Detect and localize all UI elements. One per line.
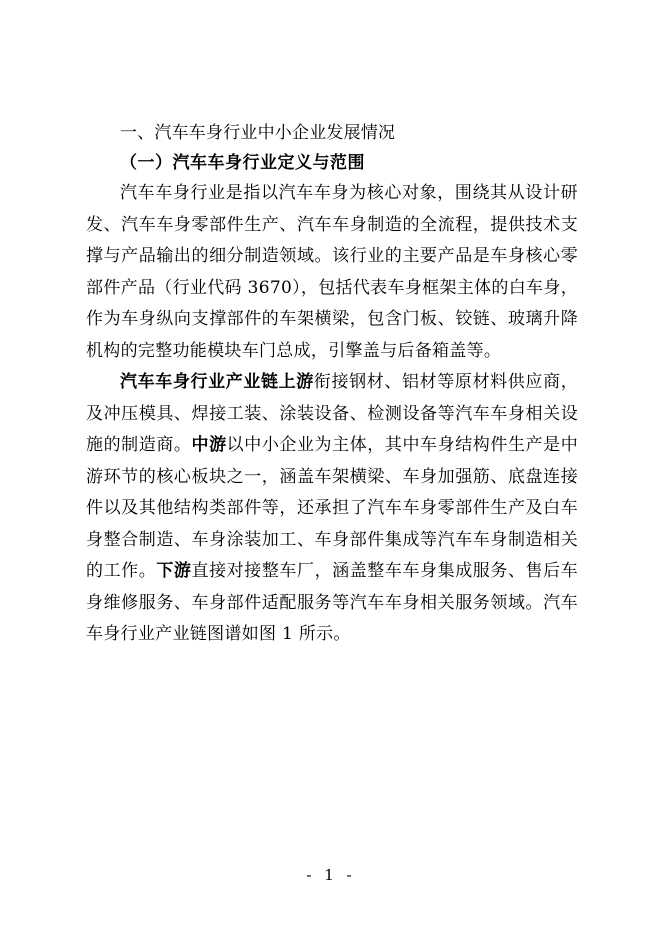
- document-body: [86, 118, 578, 651]
- downstream-text: 直接对接整车厂，涵盖整车车身集成服务、售后车身维修服务、车身部件适配服务等汽车车身相关服务领域。汽车车身行业产业链图谱如图 1 所示。: [86, 561, 578, 644]
- upstream-label: 汽车车身行业产业链上游: [120, 372, 314, 392]
- midstream-label: 中游: [191, 435, 227, 455]
- midstream-text: 以中小企业为主体，其中车身结构件生产是中游环节的核心板块之一，涵盖车架横梁、车身加强筋、底盘连接件以及其他结构类部件等，还承担了汽车车身零部件生产及白车身整合制造、车身涂装加工、车身部件集成等汽车车身制造相关的工作。: [86, 435, 578, 581]
- paragraph-industry-chain: [86, 367, 578, 651]
- subsection-heading: （一）汽车车身行业定义与范围: [120, 153, 365, 173]
- upstream-text: 衔接钢材、铝材等原材料供应商，及冲压模具、焊接工装、涂装设备、检测设备等汽车车身相关设施的制造商。: [86, 372, 578, 455]
- downstream-label: 下游: [156, 561, 192, 581]
- paragraph-definition: 汽车车身行业是指以汽车车身为核心对象，围绕其从设计研发、汽车车身零部件生产、汽车车身制造的全流程，提供技术支撑与产品输出的细分制造领域。该行业的主要产品是车身核心零部件产品（行业代码 3670），包括代表车身框架主体的白车身，作为车身纵向支撑部件的车架横梁，包含门板、铰链、玻璃升降机构的完整功能模块车门总成，引擎盖与后备箱盖等。: [86, 183, 578, 361]
- page-number: - 1 -: [306, 866, 356, 884]
- section-heading: 一、汽车车身行业中小企业发展情况: [120, 123, 396, 143]
